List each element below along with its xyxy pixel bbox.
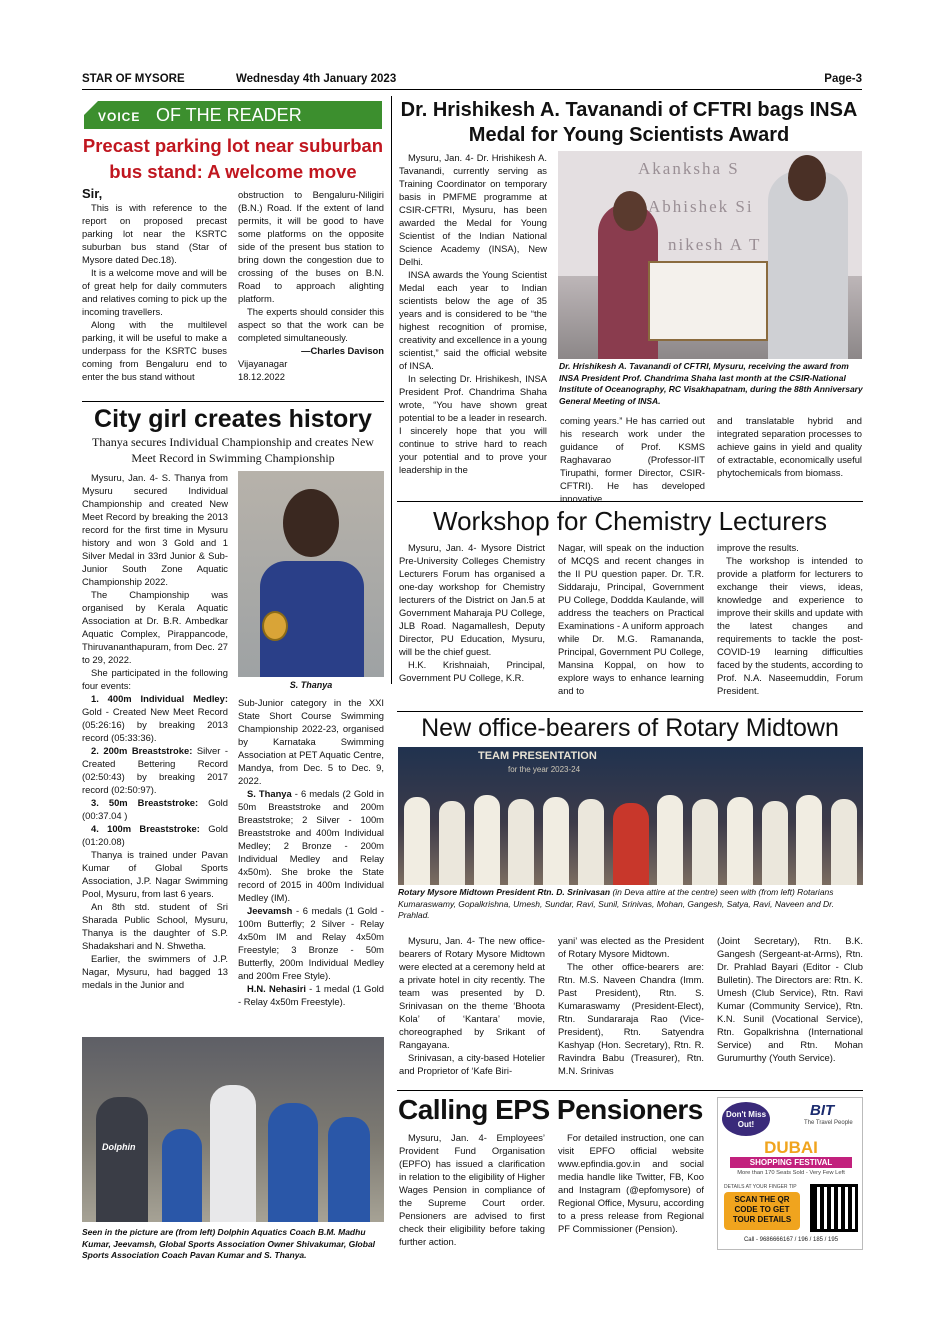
page-number: Page-3 [824,73,862,85]
centre-figure [613,803,649,885]
certificate [648,261,768,341]
voice-para: Along with the multilevel parking, it will be useful to make a underpass for the KSRTC buses coming from Bengaluru end to enter the bus stand without [82,319,227,382]
city-girl-para: The Championship was organised by Kerala Aquatic Association at Dr. B.R. Ambedkar Aquatic Complex, Pirappancode, Thiruvananthapuram, from Dec. 27 to 29, 2022. [82,589,228,665]
voice-salutation: Sir, [82,186,103,201]
cftri-para: INSA awards the Young Scientist Medal each year to Indian scientists below the age of 35 years and is considered to be “the highest recognition of promise, creativity and excellence in a young scientist,” said the official website of INSA. [399,269,548,371]
eps-para: Mysuru, Jan. 4- Employees’ Provident Fund Organisation (EPFO) has issued a clarification in relation to the eligibility of Higher Wages Pension in compliance of the Supreme Court order. Pensioners are advised to first check their eligibility before taking further action. [399,1132,545,1247]
person-figure [831,799,857,885]
person-figure [762,801,788,885]
cftri-para: and translatable hybrid and integrated separation processes to achieve gains in yield and quality of extractable, economically useful phytochemicals from biomass. [717,415,862,478]
city-girl-subhead: Thanya secures Individual Championship and creates New Meet Record in Swimming Championship [92,435,374,465]
rotary-para: The other office-bearers are: Rtn. M.S. Naveen Chandra (Imm. Past President), Rtn. S. Kumaraswamy (President-Elect), Rtn. Sundararaja Rao (Vice-President), Rtn. Satyendra Kashyap (Hon. Secretary), Rtn. R. Ravindra Babu (Treasurer), Rtn. M.N. Srinivas [558,961,704,1076]
stage-title: TEAM PRESENTATION [478,750,597,762]
person-figure [210,1085,256,1222]
voice-label-large: OF THE READER [156,105,302,125]
person-figure [543,797,569,885]
cftri-col-3 [717,414,862,479]
person-figure [162,1129,202,1222]
rotary-caption: Rotary Mysore Midtown President Rtn. D. Srinivasan (in Deva attire at the centre) seen with (from left) Rotarians Kumaraswamy, Gopalkrishna, Umesh, Sundar, Ravi, Sunil, Srinivas, Mohan, Gangesh, Satya, Ravi, Naveen and Dr. Prahlad. [398,887,835,920]
paper-name: STAR OF MYSORE [82,73,185,85]
city-girl-para: Thanya is trained under Pavan Kumar of Global Sports Association, J.P. Nagar Swimming Pool, Mysuru, from last 6 years. [82,849,228,899]
divider [82,401,384,402]
voice-para: This is with reference to the report on proposed precast parking lot near the KSRTC suburban bus stand (Star of Mysore dated Dec.18). [82,202,227,265]
ad-badge: Don't Miss Out! [722,1102,770,1136]
voice-headline: Precast parking lot near suburban bus stand: A welcome move [82,135,384,182]
workshop-para: Mysuru, Jan. 4- Mysore District Pre-University Colleges Chemistry Lecturers Forum has organised a one-day workshop for Chemistry lecturers of the District on Jan.5 at Government Maharaja PU College, JLB Road. Nagamallesh, Deputy Director, PU Education, Mysuru, will be the chief guest. [399,542,545,657]
award-photo [558,151,862,359]
ad-city: DUBAI [764,1138,818,1157]
voice-para: It is a welcome move and will be of great help for daily commuters and relatives coming to pick up the incoming travellers. [82,267,227,317]
rotary-para: Srinivasan, a city-based Hotelier and Proprietor of ‘Kafe Biri- [399,1052,545,1076]
issue-date: Wednesday 4th January 2023 [236,73,397,85]
person-head [788,155,826,201]
stage-banner-line: Akanksha S [638,159,740,178]
event-item: 2. 200m Breaststroke: Silver - Created Bettering Record (02:50:43) by breaking 2017 record (02:50:97). [82,745,228,795]
group-caption: Seen in the picture are (from left) Dolphin Aquatics Coach B.M. Madhu Kumar, Jeevamsh, Global Sports Association Owner Shivakumar, Global Sports Association Coach Pavan Kumar and S. Thanya. [82,1227,376,1260]
person-head [283,489,339,557]
person-figure [404,797,430,885]
cftri-para: coming years.” He has carried out his research work under the guidance of Prof. KSMS Raghavarao (Professor-IIT Tirupathi, former Director, CSIR-CFTRI). He has developed innovative [560,415,705,504]
city-girl-col-1 [82,471,228,991]
city-girl-headline: City girl creates history [94,405,372,433]
medal-item: S. Thanya - 6 medals (2 Gold in 50m Breaststroke and 200m Breaststroke; 2 Silver - 100m Breaststroke and 400m Individual Medley; 2 Bronze - 200m Individual Medley and Relay 4x50m). She broke the State record of 2015 in 400m Individual Medley (IM). [238,788,384,903]
workshop-col-1 [399,541,545,684]
divider [397,501,863,502]
voice-para: obstruction to Bengaluru-Niligiri (B.N.) Road. If the extent of land permits, it will be good to have some platforms on the opposite side of the present bus station to bring down the congestion due to crossing of the buses on B.N. Road to approach alighting platform. [238,189,384,304]
qr-code-icon[interactable] [810,1184,858,1232]
eps-para: For detailed instruction, one can visit EPFO official website www.epfindia.gov.in and social media handle like Twitter, FB, Koo and Instagram (@epfomysore) of Regional Office, Mysuru, according to a press release from Regional PF Commissioner (Pension). [558,1132,704,1234]
rotary-para: (Joint Secretary), Rtn. B.K. Gangesh (Sergeant-at-Arms), Rtn. Dr. Prahlad Bayari (Editor - Club Bulletin). The Directors are: Rtn. K. Umesh (Club Service), Rtn. Ravi Kumar (Community Service), Rtn. K.N. Sunil (Vocational Service), Rtn. Gopalkrishna (International Service) and Rtn. Mohan Gurumurthy (Youth Service). [717,935,863,1063]
stage-banner-line: Abhishek Si [648,197,754,216]
person-figure [657,795,683,885]
medal-item: H.N. Nehasiri - 1 medal (1 Gold - Relay 4x50m Freestyle). [238,983,384,1007]
group-photo [82,1037,384,1222]
workshop-col-3 [717,541,863,697]
ad-brand-tag: The Travel People [804,1120,853,1126]
eps-col-2 [558,1131,704,1235]
shirt-logo: Dolphin [102,1142,136,1152]
person-head [613,191,647,231]
award-caption: Dr. Hrishikesh A. Tavanandi of CFTRI, Mysuru, receiving the award from INSA President Prof. Chandrima Shaha last month at the CSIR-National Institute of Oceanography, RC Visakhapatnam, during the 88th Anniversary General Meeting of INSA. [559,361,863,406]
person-figure [474,795,500,885]
rotary-col-1 [399,934,545,1077]
eps-col-1 [399,1131,545,1248]
rotary-col-3 [717,934,863,1064]
thanya-caption: S. Thanya [289,680,333,690]
rotary-para: Mysuru, Jan. 4- The new office-bearers of Rotary Mysore Midtown were elected at a ceremony held at a private hotel in city recently. The team was presented by D. Srinivasan on the theme ‘Bhoota Kola’ of ‘Kantara’ movie, choreographed by Srikant of Rangayana. [399,935,545,1050]
rotarians-row [404,789,857,885]
workshop-para: The workshop is intended to provide a platform for lecturers to exchange their views, ideas, knowledge and experience to improve their skills and update with the latest changes and requirements to tackle the post-COVID-19 learning difficulties faced by the students, according to Prof. N.A. Naseemuddin, Forum President. [717,555,863,696]
voice-col-2 [238,188,384,383]
page-header [82,70,862,90]
rotary-para: yani’ was elected as the President of Rotary Mysore Midtown. [558,935,704,959]
cftri-para: Mysuru, Jan. 4- Dr. Hrishikesh A. Tavanandi, currently serving as Training Coordinator on temporary basis in PMFME programme at CSIR-CFTRI, Mysuru, has been awarded the Medal for Young Scientist of the Indian National Science Academy (INSA), New Delhi. [399,152,547,267]
ad-festival: SHOPPING FESTIVAL [730,1157,852,1168]
person-figure [508,799,534,885]
ad-brand: BIT [810,1102,835,1119]
person-figure [439,801,465,885]
city-girl-para: An 8th std. student of Sri Sharada Public School, Mysuru, Thanya is the daughter of S.P. Shadakshari and N. Shwetha. [82,901,228,951]
voice-signature: —Charles Davison [301,345,384,356]
voice-banner [84,101,382,129]
thanya-photo [238,471,384,677]
medal-item: Jeevamsh - 6 medals (1 Gold - 100m Butterfly; 2 Silver - Relay 4x50m IM and Relay 4x50m Freestyle; 3 Bronze - 50m Butterfly, 200m Individual Medley and 200m Free Style). [238,905,384,981]
cftri-col-1 [399,151,547,476]
person-figure [328,1117,370,1222]
city-girl-para: Sub-Junior category in the XXI State Short Course Swimming Championship 2022-23, organised by Karnataka Swimming Association at PET Aquatic Centre, Mandya, from Dec. 5 to Dec. 9, 2022. [238,697,384,786]
column-rule [391,96,392,684]
rotary-photo [398,747,863,885]
stage-banner-line: nikesh A T [668,235,762,254]
city-girl-para: Mysuru, Jan. 4- S. Thanya from Mysuru secured Individual Championship and created New Meet Record by breaking the 2013 record for the first time in Mysuru history and won 3 Gold and 1 Silver Medal in 33rd Junior & Sub-Junior South Zone Aquatic Championship 2022. [82,472,228,587]
event-item: 3. 50m Breaststroke: Gold (00:37.04 ) [82,797,228,821]
person-figure [96,1097,148,1222]
person-figure [268,1103,318,1222]
workshop-col-2 [558,541,704,697]
voice-date: 18.12.2022 [238,371,285,382]
workshop-para: Nagar, will speak on the induction of MCQS and recent changes in the II PU question paper. Dr. T.R. Siddaraju, Principal, Government PU College, Doddda Kaulande, will address the teachers on Practical Examinations - A uniform approach while Dr. M.G. Ramananda, Principal, Government PU College, Mansina Koppal, on how to explore ways to enhance learning and to [558,542,704,696]
ad-phone: Call - 9686666167 / 196 / 185 / 195 [743,1237,839,1243]
event-item: 4. 100m Breaststroke: Gold (01:20.08) [82,823,228,847]
workshop-para: improve the results. [717,542,799,553]
ad-scan-small: DETAILS AT YOUR FINGER TIP [724,1184,797,1190]
event-item: 1. 400m Individual Medley: Gold - Created New Meet Record (05:26:16) by breaking 2013 record (05:33:36). [82,693,228,743]
rotary-col-2 [558,934,704,1077]
rotary-headline: New office-bearers of Rotary Midtown [421,714,839,742]
voice-col-1 [82,186,227,383]
person-figure [727,797,753,885]
divider [397,1090,863,1091]
city-girl-para: Earlier, the swimmers of J.P. Nagar, Mysuru, had bagged 13 medals in the Junior and [82,953,228,990]
voice-place: Vijayanagar [238,358,288,369]
ad-seats: More than 170 Seats Sold - Very Few Left [737,1170,845,1176]
person-figure [578,799,604,885]
ad-scan-cta: SCAN THE QR CODE TO GET TOUR DETAILS [724,1192,800,1230]
eps-headline: Calling EPS Pensioners [398,1094,703,1125]
voice-label-small: VOICE [98,110,141,124]
person-figure [796,795,822,885]
cftri-headline: Dr. Hrishikesh A. Tavanandi of CFTRI bags INSA Medal for Young Scientists Award [400,99,858,146]
cftri-para: In selecting Dr. Hrishikesh, INSA President Prof. Chandrima Shaha wrote, “You have shown great potential to be a leader in research. I sincerely hope that you will continue to strive hard to reach your potential and to prove your leadership in the [399,373,547,475]
city-girl-col-2 [238,696,384,1008]
person-figure [692,799,718,885]
city-girl-para: She participated in the following four events: [82,667,228,691]
workshop-para: H.K. Krishnaiah, Principal, Government PU College, K.R. [399,659,545,683]
cftri-col-2 [560,414,705,505]
stage-subtitle: for the year 2023-24 [508,765,581,774]
workshop-headline: Workshop for Chemistry Lecturers [433,506,827,536]
dubai-ad[interactable] [717,1097,863,1250]
medal [262,611,288,641]
voice-para: The experts should consider this aspect so that the work can be completed simultaneously. [238,306,384,343]
